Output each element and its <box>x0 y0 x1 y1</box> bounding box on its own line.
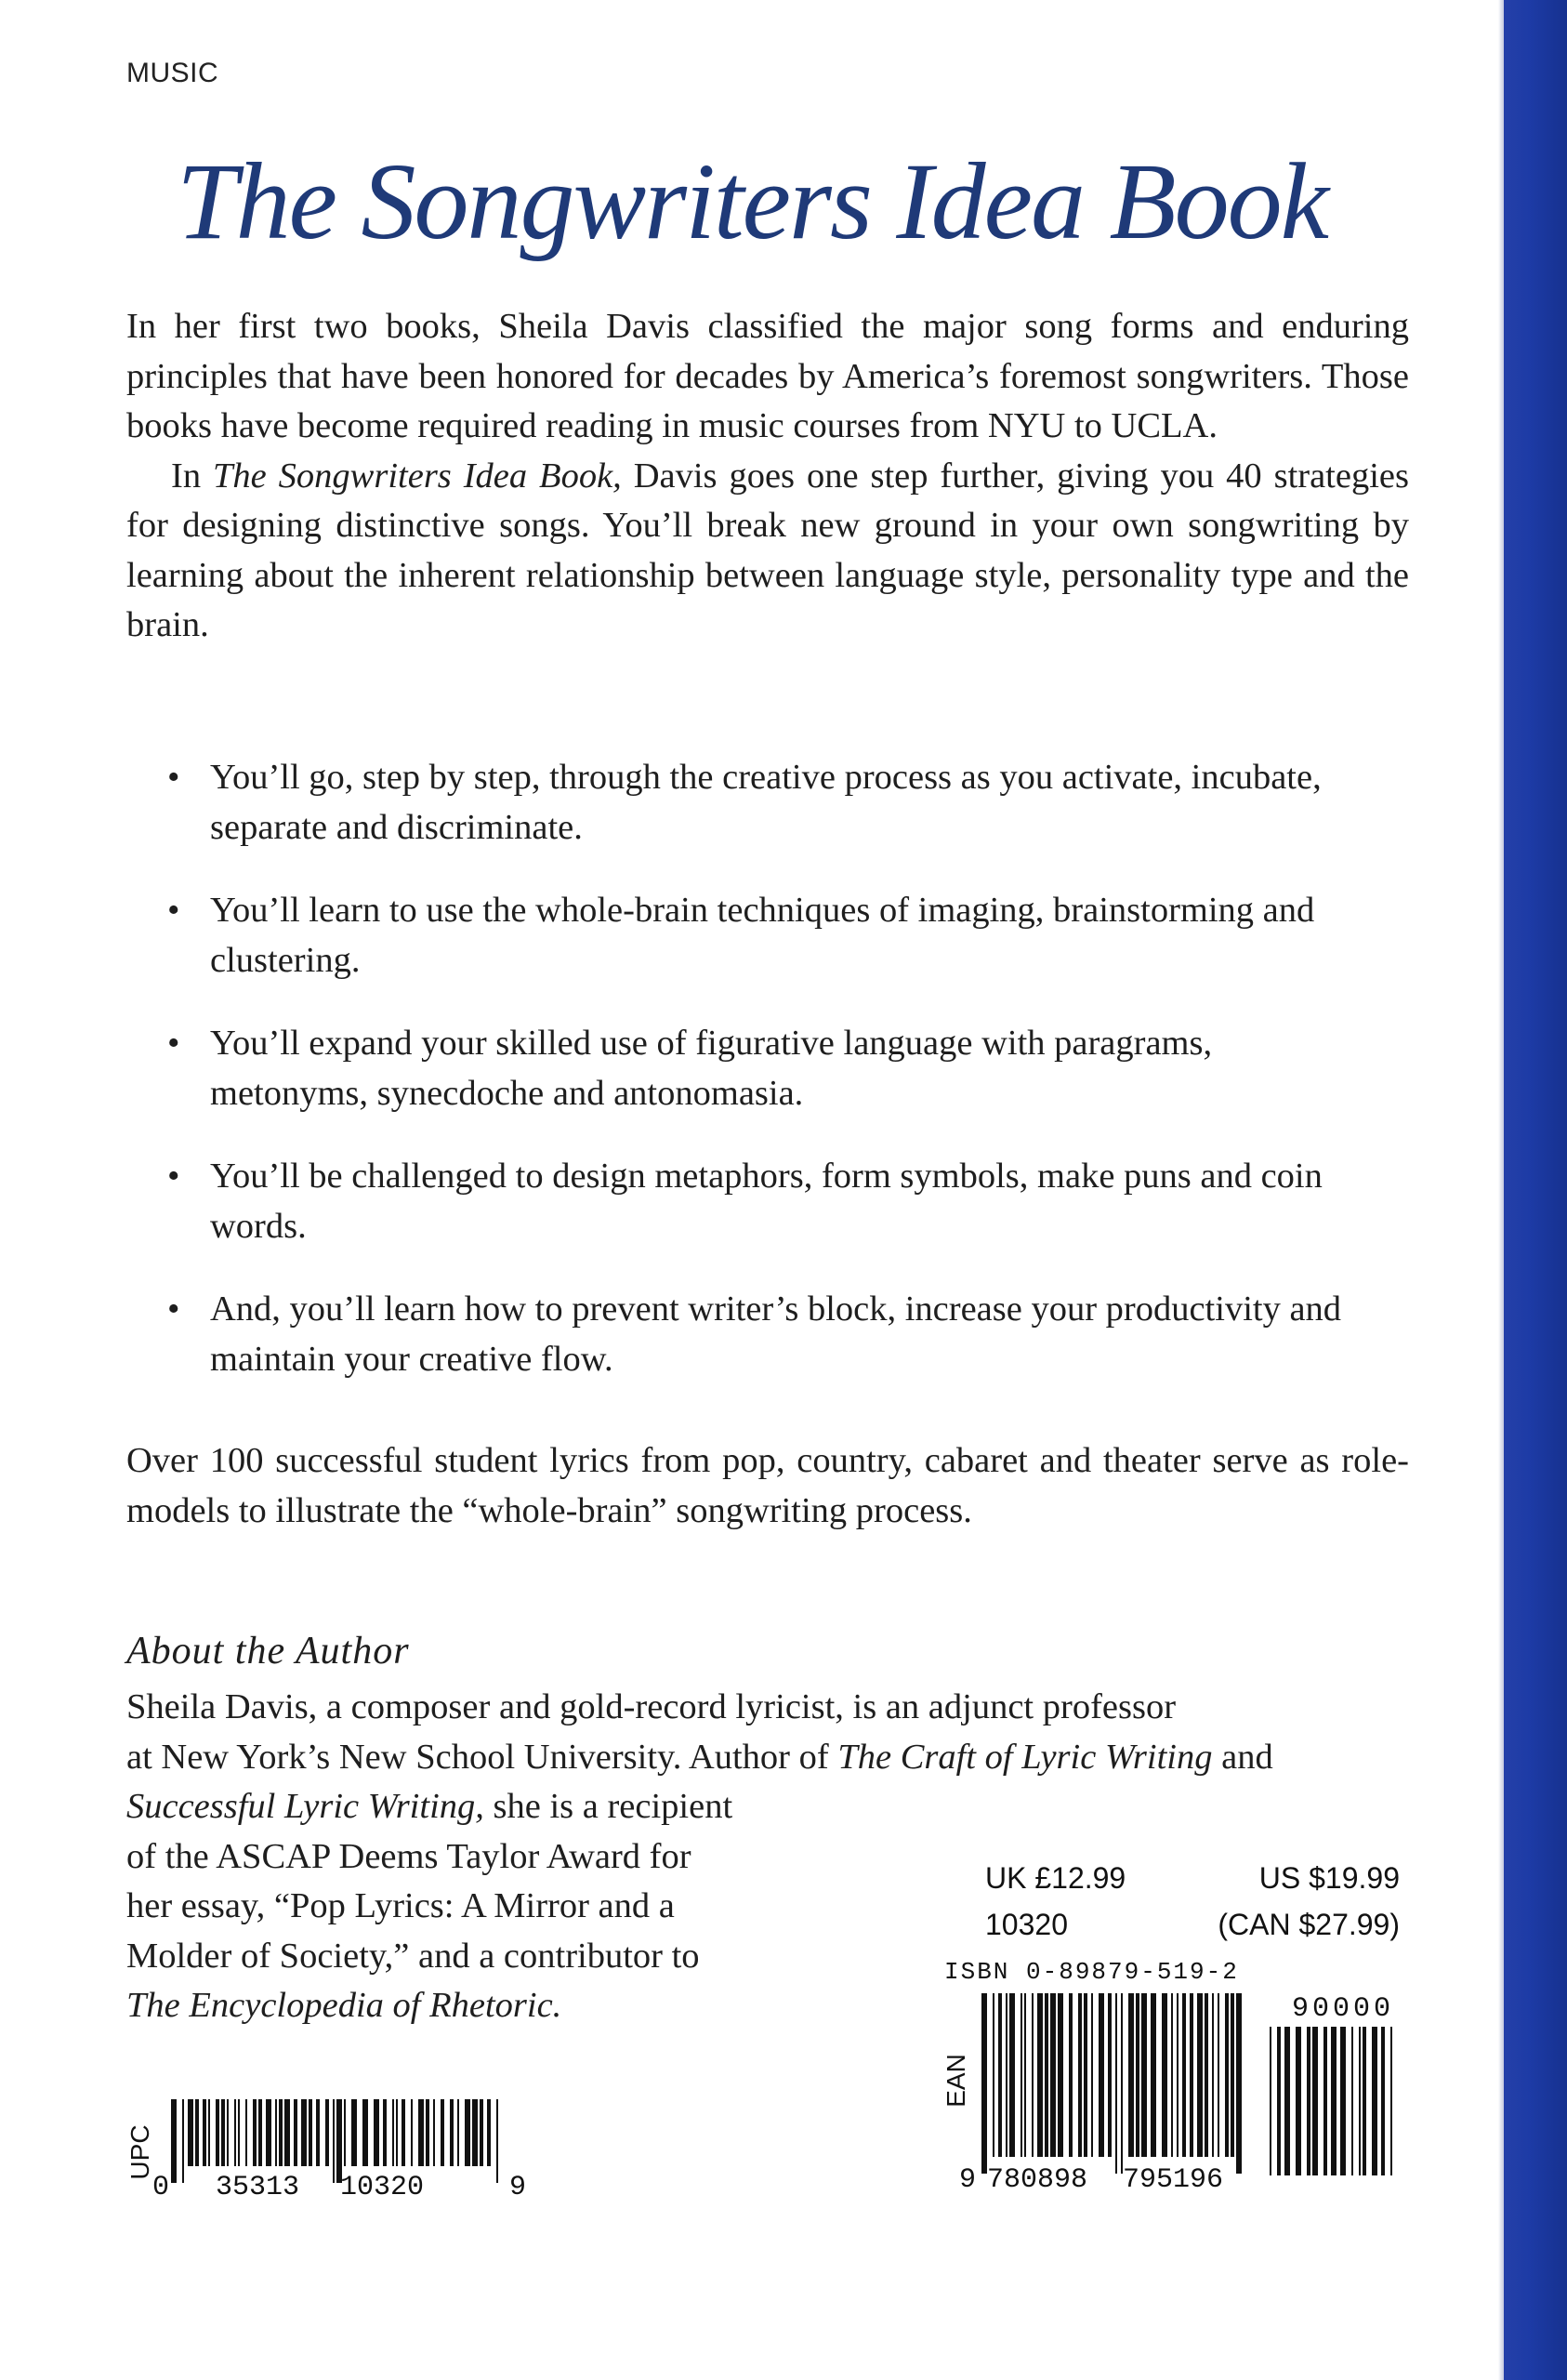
about-line-2-title: The Craft of Lyric Writing <box>837 1737 1213 1777</box>
barcode-bar <box>418 2099 424 2166</box>
barcode-bar <box>245 2099 247 2166</box>
ean-digits-b: 795196 <box>1123 2164 1224 2194</box>
barcode-bar <box>1212 1993 1214 2157</box>
bullet-dot: • <box>167 1289 180 1329</box>
barcode-bar <box>1225 1993 1229 2157</box>
ean-addon-digits: 90000 <box>1292 1993 1395 2025</box>
about-line-3-title: Successful Lyric Writing, <box>126 1787 484 1826</box>
about-line-2-b: and <box>1212 1737 1273 1777</box>
barcode-bar <box>1372 2027 1377 2175</box>
upc-bars <box>171 2099 498 2183</box>
barcode-bar <box>1078 1993 1082 2157</box>
list-item-text: And, you’ll learn how to prevent writer’s block, increase your productivity and maintain your creative flow. <box>210 1289 1342 1379</box>
barcode-bar <box>1340 2027 1346 2175</box>
product-code: 10320 <box>985 1908 1068 1941</box>
barcode-bar <box>1024 1993 1026 2157</box>
about-heading: About the Author <box>126 1630 410 1673</box>
barcode-bar <box>496 2099 498 2183</box>
about-line-7-title: The Encyclopedia of Rhetoric. <box>126 1986 562 2025</box>
barcode-bar <box>275 2099 277 2166</box>
barcode-bar <box>392 2099 394 2166</box>
ean-label: EAN <box>942 2054 970 2108</box>
barcode-bar <box>480 2099 483 2166</box>
about-line-5: her essay, “Pop Lyrics: A Mirror and a <box>126 1886 675 1925</box>
barcode-bar <box>1284 2027 1290 2175</box>
barcode-bar <box>203 2099 206 2166</box>
barcode-bar <box>998 1993 1002 2157</box>
barcode-bar <box>1231 1993 1234 2157</box>
ean-digits-a: 780898 <box>987 2164 1088 2194</box>
barcode-bar <box>1359 2027 1361 2175</box>
barcode-bar <box>441 2099 444 2166</box>
upc-digits-a: 35313 <box>216 2172 300 2203</box>
barcode-bar <box>411 2099 413 2166</box>
ean-barcode <box>939 1990 1403 2194</box>
book-title: The Songwriters Idea Book <box>176 140 1328 262</box>
ean-addon-bars <box>1270 2027 1392 2175</box>
list-item <box>167 1152 1376 1251</box>
barcode-bar <box>472 2099 478 2166</box>
ean-bars <box>981 1993 1242 2174</box>
barcode-bar <box>351 2099 357 2166</box>
barcode-bar <box>1205 1993 1208 2157</box>
barcode-bar <box>266 2099 271 2166</box>
ean-digit-first: 9 <box>959 2164 977 2194</box>
list-item-text: You’ll learn to use the whole-brain techniques of imaging, brainstorming and clustering. <box>210 891 1315 980</box>
barcode-bar <box>1270 2027 1271 2175</box>
barcode-bar <box>1182 1993 1186 2157</box>
barcode-bar <box>1331 2027 1337 2175</box>
upc-label: UPC <box>125 2124 154 2180</box>
price-uk: UK £12.99 <box>985 1861 1126 1895</box>
barcode-bar <box>487 2099 491 2166</box>
closing-paragraph: Over 100 successful student lyrics from pop, country, cabaret and theater serve as role-models to illustrate the “whole-brain” songwriting process. <box>126 1441 1409 1530</box>
barcode-bar <box>993 1993 994 2157</box>
barcode-bar <box>284 2099 290 2166</box>
barcode-bar <box>1136 1993 1139 2157</box>
feature-list <box>167 753 1376 1418</box>
barcode-bar <box>1021 1993 1022 2157</box>
about-line-4: of the ASCAP Deems Taylor Award for <box>126 1836 691 1876</box>
price-us: US $19.99 <box>1258 1861 1400 1895</box>
barcode-bar <box>325 2099 329 2166</box>
barcode-bar <box>433 2099 435 2166</box>
barcode-bar <box>1141 1993 1147 2157</box>
intro-paragraph-2 <box>126 452 1409 651</box>
barcode-bar <box>1115 1993 1117 2174</box>
about-line-2-a: at New York’s New School University. Author of <box>126 1737 838 1777</box>
barcode-bar <box>1045 1993 1048 2157</box>
barcode-bar <box>1236 1993 1242 2174</box>
barcode-bar <box>301 2099 307 2166</box>
barcode-bar <box>216 2099 219 2166</box>
barcode-bar <box>402 2099 405 2166</box>
barcode-bar <box>1381 2027 1385 2175</box>
barcode-bar <box>1151 1993 1156 2157</box>
list-item <box>167 886 1376 985</box>
upc-barcode <box>112 2092 558 2203</box>
price-row-1 <box>985 1855 1400 1901</box>
barcode-bar <box>1121 1993 1123 2174</box>
barcode-bar <box>1277 2027 1281 2175</box>
barcode-bar <box>1218 1993 1219 2157</box>
barcode-bar <box>981 1993 987 2174</box>
barcode-bar <box>1296 2027 1301 2175</box>
barcode-bar <box>227 2099 229 2166</box>
barcode-bar <box>309 2099 312 2166</box>
barcode-bar <box>457 2099 459 2166</box>
intro-p2-prefix: In <box>171 456 213 496</box>
barcode-bar <box>1006 1993 1007 2157</box>
about-line-7 <box>126 1981 777 2031</box>
barcode-bar <box>1323 2027 1327 2175</box>
barcode-bar <box>234 2099 236 2166</box>
barcode-bar <box>171 2099 177 2183</box>
barcode-bar <box>1177 1993 1179 2157</box>
price-box <box>985 1855 1400 1948</box>
barcode-bar <box>344 2099 346 2166</box>
barcode-bar <box>188 2099 193 2166</box>
category-label: MUSIC <box>126 58 219 88</box>
list-item <box>167 753 1376 853</box>
bullet-dot: • <box>167 1157 180 1196</box>
barcode-bar <box>1058 1993 1063 2157</box>
barcode-bar <box>374 2099 379 2166</box>
list-item-text: You’ll be challenged to design metaphors, form symbols, make puns and coin words. <box>210 1157 1323 1246</box>
barcode-bar <box>336 2099 342 2183</box>
barcode-bar <box>1091 1993 1093 2157</box>
barcode-bar <box>1108 1993 1112 2157</box>
intro-p2-rest: Davis goes one step further, giving you 40 strategies for designing distinctive songs. You’ll break new ground in your own songwriting by learning about the inherent relationship between language style, personality type and the brain. <box>126 456 1409 644</box>
spine-stripe <box>1504 0 1567 2380</box>
bullet-dot: • <box>167 891 180 930</box>
barcode-bar <box>279 2099 283 2166</box>
barcode-bar <box>1307 2027 1310 2175</box>
barcode-bar <box>253 2099 257 2166</box>
barcode-bar <box>450 2099 454 2166</box>
barcode-bar <box>195 2099 199 2166</box>
about-line-2 <box>126 1733 1409 1783</box>
barcode-bar <box>221 2099 225 2166</box>
list-item <box>167 1285 1376 1384</box>
list-item <box>167 1019 1376 1118</box>
barcode-bar <box>182 2099 184 2183</box>
list-item-text: You’ll expand your skilled use of figurative language with paragrams, metonyms, synecdoche and antonomasia. <box>210 1024 1213 1113</box>
barcode-bar <box>1162 1993 1167 2157</box>
barcode-bar <box>1351 2027 1353 2175</box>
barcode-bar <box>1099 1993 1104 2157</box>
barcode-bar <box>1190 1993 1193 2157</box>
upc-digit-left: 0 <box>152 2172 170 2203</box>
barcode-bar <box>1084 1993 1087 2157</box>
barcode-bar <box>333 2099 335 2183</box>
about-line-3-b: she is a recipient <box>483 1787 733 1826</box>
intro-section <box>126 302 1409 651</box>
about-line-6: Molder of Society,” and a contributor to <box>126 1936 700 1976</box>
isbn-number: ISBN 0-89879-519-2 <box>944 1958 1239 1986</box>
about-line-1: Sheila Davis, a composer and gold-record lyricist, is an adjunct professor <box>126 1687 1177 1726</box>
barcode-bar <box>208 2099 210 2166</box>
barcode-bar <box>383 2099 387 2166</box>
barcode-bar <box>1050 1993 1056 2157</box>
barcode-bar <box>465 2099 470 2166</box>
barcode-bar <box>1037 1993 1043 2157</box>
barcode-bar <box>1009 1993 1015 2157</box>
barcode-bar <box>1128 1993 1134 2157</box>
upc-digits-b: 10320 <box>340 2172 425 2203</box>
barcode-bar <box>426 2099 429 2166</box>
barcode-bar <box>1390 2027 1392 2175</box>
list-item-text: You’ll go, step by step, through the creative process as you activate, incubate, separate and discriminate. <box>210 758 1322 847</box>
barcode-bar <box>362 2099 368 2166</box>
barcode-bar <box>258 2099 262 2166</box>
price-can: (CAN $27.99) <box>1218 1908 1400 1941</box>
barcode-bar <box>396 2099 398 2166</box>
intro-p2-title: The Songwriters Idea Book, <box>213 456 622 496</box>
barcode-bar <box>294 2099 297 2166</box>
bullet-dot: • <box>167 1024 180 1063</box>
barcode-bar <box>1069 1993 1073 2157</box>
barcode-bar <box>1197 1993 1203 2157</box>
barcode-bar <box>1363 2027 1366 2175</box>
intro-paragraph-1: In her first two books, Sheila Davis classified the major song forms and enduring principles that have been honored for decades by America’s foremost songwriters. Those books have become required reading in music courses from NYU to UCLA. <box>126 307 1409 445</box>
about-line-3 <box>126 1782 777 1832</box>
upc-digit-right: 9 <box>509 2172 527 2203</box>
bullet-dot: • <box>167 758 180 797</box>
barcode-bar <box>316 2099 320 2166</box>
barcode-bar <box>1312 2027 1318 2175</box>
barcode-bar <box>1171 1993 1173 2157</box>
barcode-bar <box>238 2099 240 2166</box>
price-row-2 <box>985 1901 1400 1948</box>
barcode-bar <box>1032 1993 1034 2157</box>
